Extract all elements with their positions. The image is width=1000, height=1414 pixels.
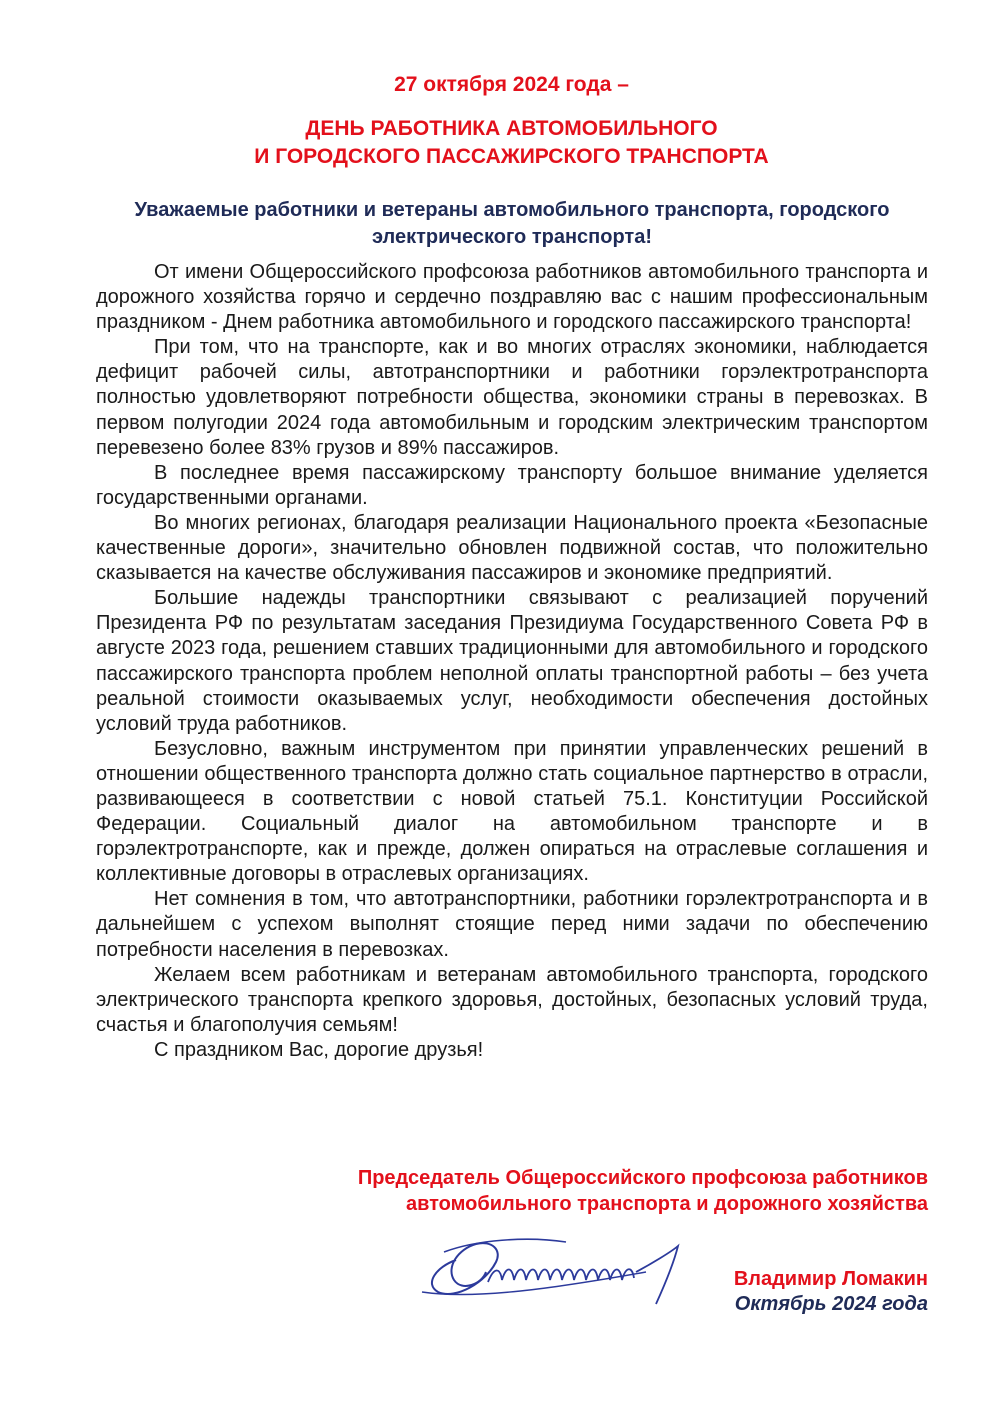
position-line-1: Председатель Общероссийского профсоюза работников xyxy=(357,1167,928,1189)
signature-date: Октябрь 2024 года xyxy=(734,1293,928,1315)
paragraph: Желаем всем работникам и ветеранам автомобильного транспорта, городского электрического транспорта крепкого здоровья, достойных, безопасных условий труда, счастья и благополучия семьям! xyxy=(96,963,928,1036)
title-line-1: ДЕНЬ РАБОТНИКА АВТОМОБИЛЬНОГО xyxy=(305,117,718,140)
paragraph: Большие надежды транспортники связывают с реализацией поручений Президента РФ по результатам заседания Президиума Государственного Совета РФ в августе 2023 года, решением ставших традиционными для автомобильного и городского пассажирского транспорта проблем неполной оплаты транспортной работы – без учета реальной стоимости оказываемых услуг, необходимости обеспечения достойных условий труда работников. xyxy=(96,587,928,735)
paragraph: В последнее время пассажирскому транспорту большое внимание уделяется государственными органами. xyxy=(96,461,928,509)
paragraph: При том, что на транспорте, как и во многих отраслях экономики, наблюдается дефицит рабочей силы, автотранспортники и работники горэлектротранспорта полностью удовлетворяют потребности общества, экономики страны в перевозках. В первом полугодии 2024 года автомобильным и городским электрическим транспортом перевезено более 83% грузов и 89% пассажиров. xyxy=(96,336,928,459)
greeting-line-2: электрического транспорта! xyxy=(372,226,652,248)
handwritten-signature xyxy=(416,1222,706,1312)
document-title xyxy=(0,115,1000,171)
paragraph: От имени Общероссийского профсоюза работников автомобильного транспорта и дорожного хозяйства горячо и сердечно поздравляю вас с нашим профессиональным праздником - Днем работника автомобильного и городского пассажирского транспорта! xyxy=(96,261,928,334)
signatory-position xyxy=(228,1165,928,1217)
position-line-2: автомобильного транспорта и дорожного хозяйства xyxy=(405,1193,928,1215)
greeting xyxy=(96,197,928,251)
paragraph: С праздником Вас, дорогие друзья! xyxy=(154,1038,484,1061)
title-line-2: И ГОРОДСКОГО ПАССАЖИРСКОГО ТРАНСПОРТА xyxy=(254,145,769,168)
paragraph: Безусловно, важным инструментом при принятии управленческих решений в отношении общественного транспорта должно стать социальное партнерство в отрасли, развивающееся в соответствии с новой статьей 75.1. Конституции Российской Федерации. Социальный диалог на автомобильном транспорте и в горэлектротранспорте, как и прежде, должен опираться на отраслевые соглашения и коллективные договоры в отраслевых организациях. xyxy=(96,737,928,886)
signatory-name: Владимир Ломакин xyxy=(733,1268,928,1290)
greeting-line-1: Уважаемые работники и ветераны автомобильного транспорта, городского xyxy=(134,199,890,221)
paragraph: Нет сомнения в том, что автотранспортники, работники горэлектротранспорта и в дальнейшем с успехом выполнят стоящие перед ними задачи по обеспечению потребности населения в перевозках. xyxy=(96,888,928,961)
paragraph: Во многих регионах, благодаря реализации Национального проекта «Безопасные качественные дороги», значительно обновлен подвижной состав, что положительно сказывается на качестве обслуживания пассажиров и экономике предприятий. xyxy=(96,511,928,585)
letter-body xyxy=(96,260,928,1063)
date-heading: 27 октября 2024 года – xyxy=(394,73,629,96)
